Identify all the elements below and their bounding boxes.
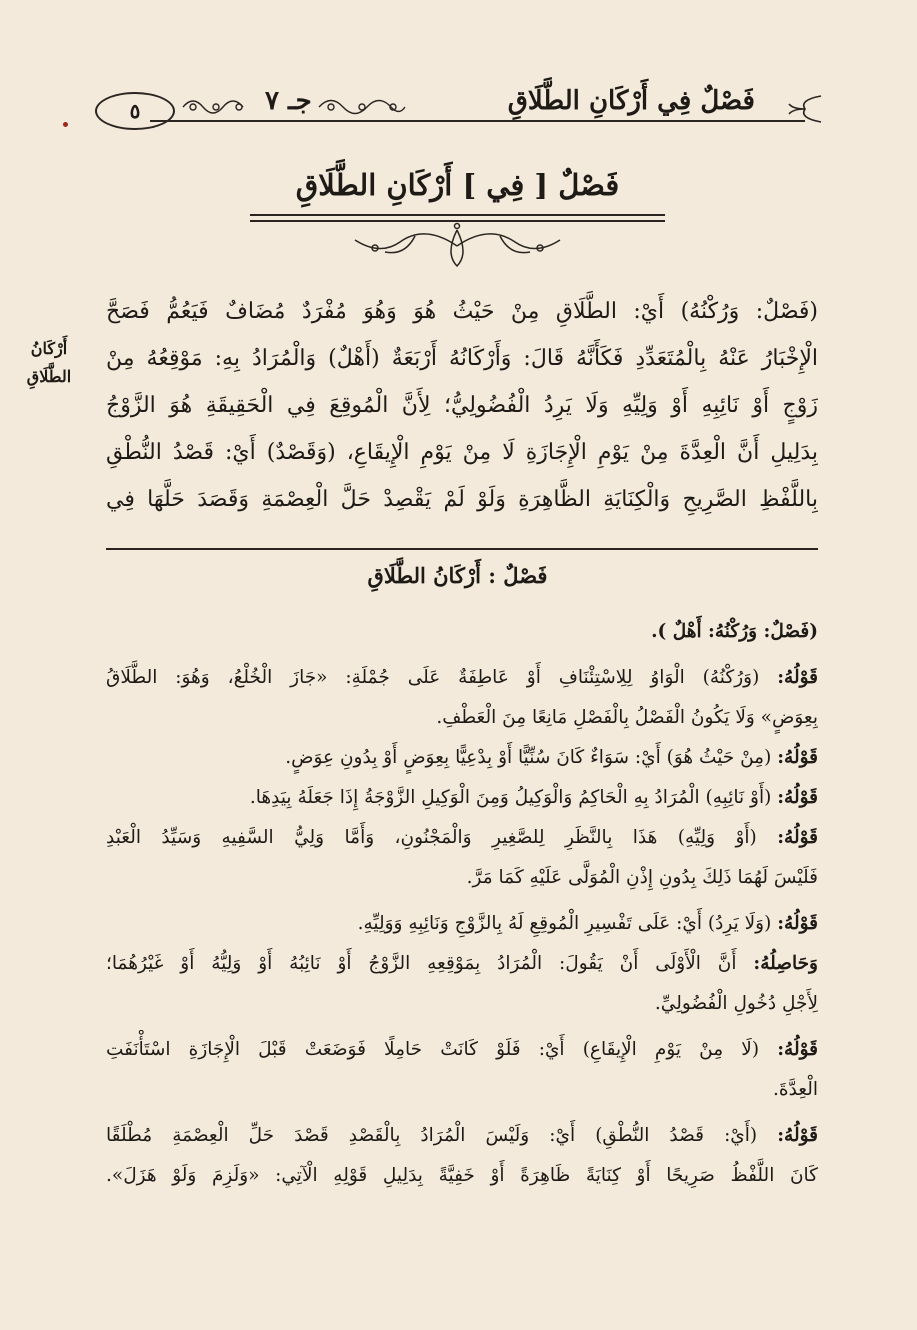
commentary-text: (أَيْ: قَصْدُ النُّطْقِ) أَيْ: وَلَيْسَ الْمُرَادُ بِالْقَصْدِ قَصْدَ حَلِّ الْعِصْمَةِ مُطْلَقًا [106, 1125, 758, 1146]
commentary-text: (وَرُكْنُهُ) الْوَاوُ لِلِاسْتِئْنَافِ أَوْ عَاطِفَةٌ عَلَى جُمْلَةِ: «جَازَ الْخُلْعُ، وَهُوَ: الطَّلَاقُ [106, 667, 760, 688]
commentary [106, 612, 818, 1196]
main-text-line: زَوْجٍ أَوْ نَائِبِهِ أَوْ وَلِيِّهِ وَلَا يَرِدُ الْفُضُولِيُّ؛ لِأَنَّ الْمُوقِعَ فِي الْحَقِيقَةِ هُوَ الزَّوْجُ [106, 393, 818, 418]
main-text-line: الْإِخْبَارُ عَنْهُ بِالْمُتَعَدِّدِ فَكَأَنَّهُ قَالَ: وَأَرْكَانُهُ أَرْبَعَةٌ (أَهْلٌ) وَالْمُرَادُ بِهِ: مَوْقِعُهُ مِنْ [106, 346, 818, 371]
commentary-text: (لَا مِنْ يَوْمِ الْإِيقَاعِ) أَيْ: فَلَوْ كَانَتْ حَامِلًا فَوَضَعَتْ قَبْلَ الْإِجَازَةِ اسْتَأْنَفَتِ [106, 1039, 760, 1060]
commentary-lead: قَوْلُهُ: [777, 787, 818, 808]
running-title: فَصْلٌ فِي أَرْكَانِ الطَّلَاقِ [507, 86, 755, 116]
margin-note-line: أَرْكَانُ [30, 339, 68, 358]
commentary-lead: وَحَاصِلُهُ: [753, 953, 818, 974]
running-header [95, 82, 825, 134]
commentary-lead: قَوْلُهُ: [777, 1125, 818, 1146]
header-ornament-middle-icon [317, 92, 407, 122]
text-divider [106, 548, 818, 550]
header-ornament-left-icon [181, 92, 251, 122]
commentary-line [106, 612, 818, 652]
commentary-text: (فَصْلٌ: وَرُكْنُهُ: أَهْلٌ ). [651, 621, 818, 642]
commentary-lead: قَوْلُهُ: [777, 667, 818, 688]
margin-note [10, 335, 88, 391]
commentary-lead: قَوْلُهُ: [777, 747, 818, 768]
commentary-line [106, 1070, 818, 1110]
margin-mark [63, 122, 68, 127]
volume-label: جـ ٧ [265, 86, 312, 116]
commentary-text: (مِنْ حَيْثُ هُوَ) أَيْ: سَوَاءٌ كَانَ سُنِّيًّا أَوْ بِدْعِيًّا بِعِوَضٍ أَوْ بِدُونِ عِوَضٍ. [285, 747, 772, 768]
commentary-line [106, 778, 818, 818]
margin-note-line: الطَّلَاقِ [26, 367, 72, 386]
commentary-line [106, 944, 818, 984]
commentary-line [106, 858, 818, 898]
commentary-text: أَنَّ الْأَوْلَى أَنْ يَقُولَ: الْمُرَادُ بِمَوْقِعِهِ الزَّوْجُ أَوْ نَائِبُهُ أَوْ وَلِيُّهُ أَوْ غَيْرُهُمَا؛ [106, 953, 737, 974]
commentary-line [106, 1156, 818, 1196]
commentary-line [106, 658, 818, 698]
commentary-line [106, 984, 818, 1024]
commentary-line [106, 738, 818, 778]
commentary-lead: قَوْلُهُ: [777, 913, 818, 934]
commentary-line [106, 1030, 818, 1070]
commentary-line [106, 818, 818, 858]
commentary-lead: قَوْلُهُ: [777, 1039, 818, 1060]
page-number: ٥ [95, 92, 175, 130]
chapter-title: فَصْلٌ [ فِي ] أَرْكَانِ الطَّلَاقِ [295, 168, 620, 202]
commentary-text: لِأَجْلِ دُخُولِ الْفُضُولِيِّ. [654, 993, 818, 1014]
commentary-text: كَانَ اللَّفْظُ صَرِيحًا أَوْ كِنَايَةً ظَاهِرَةً أَوْ خَفِيَّةً بِدَلِيلِ قَوْلِهِ الْآتِي: «وَلَزِمَ وَلَوْ هَزَلَ». [106, 1165, 818, 1186]
commentary-line [106, 904, 818, 944]
main-text-line: بِدَلِيلِ أَنَّ الْعِدَّةَ مِنْ يَوْمِ الْإِجَازَةِ لَا مِنْ يَوْمِ الْإِيقَاعِ، (وَقَصْدٌ) أَيْ: قَصْدُ النُّطْقِ [106, 440, 818, 465]
commentary-text: فَلَيْسَ لَهُمَا ذَلِكَ بِدُونِ إِذْنِ الْمُوَلَّى عَلَيْهِ كَمَا مَرَّ. [466, 867, 818, 888]
commentary-text: (أَوْ نَائِبِهِ) الْمُرَادُ بِهِ الْحَاكِمُ وَالْوَكِيلُ وَمِنَ الْوَكِيلِ الزَّوْجَةُ إِذَا جَعَلَهُ بِيَدِهَا. [249, 787, 772, 808]
commentary-title: فَصْلٌ : أَرْكَانُ الطَّلَاقِ [367, 563, 548, 588]
commentary-line [106, 698, 818, 738]
commentary-text: (وَلَا يَرِدُ) أَيْ: عَلَى تَفْسِيرِ الْمُوقِعِ لَهُ بِالزَّوْجِ وَنَائِبِهِ وَوَلِيِّهِ. [357, 913, 772, 934]
chapter-title-rule [250, 214, 665, 222]
commentary-text: بِعِوَضٍ» وَلَا يَكُونُ الْفَصْلُ بِالْفَصْلِ مَانِعًا مِنَ الْعَطْفِ. [436, 707, 818, 728]
main-text [106, 288, 818, 523]
main-text-line: (فَصْلٌ: وَرُكْنُهُ) أَيْ: الطَّلَاقِ مِنْ حَيْثُ هُوَ وَهُوَ مُفْرَدٌ مُضَافٌ فَيَعُمُّ فَصَحَّ [106, 299, 818, 324]
header-rule [150, 120, 805, 122]
commentary-line [106, 1116, 818, 1156]
main-text-line: بِاللَّفْظِ الصَّرِيحِ وَالْكِنَايَةِ الظَّاهِرَةِ وَلَوْ لَمْ يَقْصِدْ حَلَّ الْعِصْمَةِ وَقَصَدَ حَلَّهَا فِي [106, 487, 818, 512]
commentary-text: (أَوْ وَلِيِّهِ) هَذَا بِالنَّظَرِ لِلصَّغِيرِ وَالْمَجْنُونِ، وَأَمَّا وَلِيُّ السَّفِيهِ وَسَيِّدُ الْعَبْدِ [106, 827, 757, 848]
commentary-text: الْعِدَّةَ. [773, 1079, 818, 1100]
commentary-lead: قَوْلُهُ: [777, 827, 818, 848]
chapter-ornament-icon [345, 222, 570, 272]
